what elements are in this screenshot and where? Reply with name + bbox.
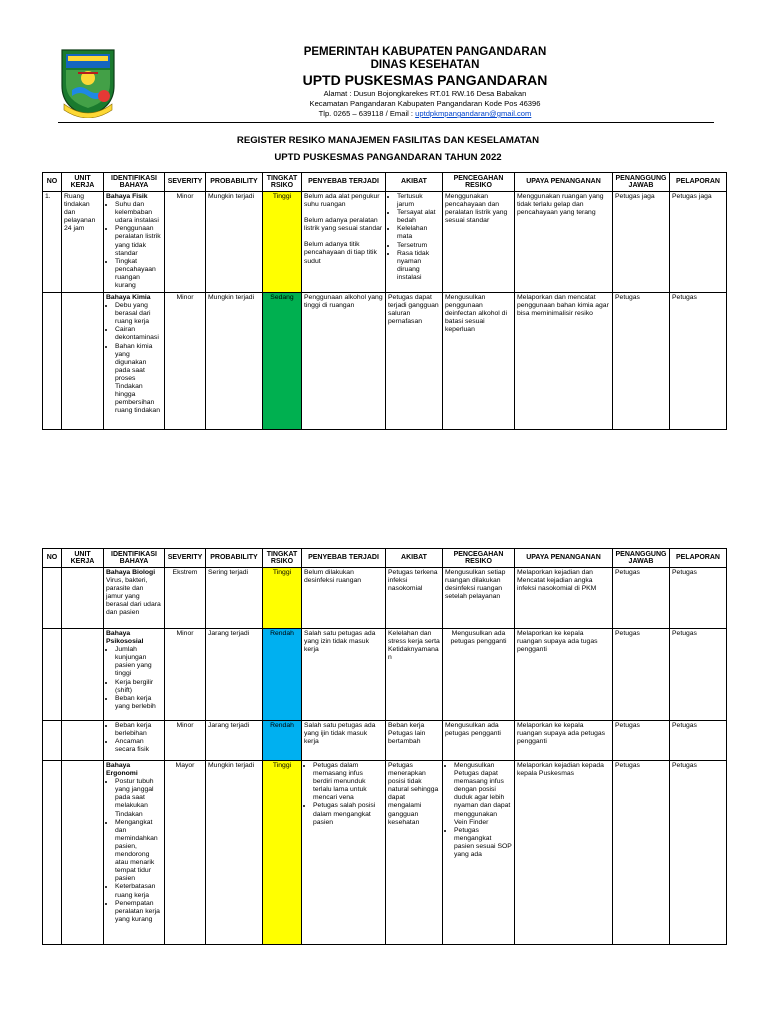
probability-cell: Sering terjadi [206, 568, 263, 629]
list-item: • Kelelahan mata [397, 225, 440, 241]
handling-cell: Melaporkan kejadian dan Mencatat kejadian angka infeksi nasokomial di PKM [515, 568, 613, 629]
severity-cell: Minor [165, 192, 206, 293]
header-row [43, 549, 727, 568]
list-item: • Kerja bergilir (shift) [115, 679, 162, 695]
cause-list [304, 762, 383, 827]
report-cell: Petugas jaga [670, 192, 727, 293]
register-title: REGISTER RESIKO MANAJEMEN FASILITAS DAN KESELAMATAN [236, 135, 540, 146]
col-header: PENANGGUNG JAWAB [613, 173, 670, 192]
risk-level-cell: Rendah [263, 721, 302, 761]
effect-cell: Petugas terkena infeksi nasokomial [386, 568, 443, 629]
list-item: • Ancaman secara fisik [115, 738, 162, 754]
list-item: • Beban kerja berlebihan [115, 722, 162, 738]
effect-cell: Kelelahan dan stress kerja serta Ketidaknyamanan [386, 629, 443, 721]
list-item: • Postur tubuh yang janggal pada saat melakukan Tindakan [115, 778, 162, 818]
severity-cell: Minor [165, 721, 206, 761]
col-header: PENYEBAB TERJADI [302, 549, 386, 568]
probability-cell: Jarang terjadi [206, 629, 263, 721]
severity-cell: Ekstrem [165, 568, 206, 629]
row-number [43, 721, 62, 761]
header-row [43, 173, 727, 192]
prevention-cell: Mengusulkan setiap ruangan dilakukan desinfeksi ruangan setelah pelayanan [443, 568, 515, 629]
prevention-cell: Mengusulkan ada petugas pengganti [443, 721, 515, 761]
unit-cell [62, 568, 104, 629]
report-cell: Petugas [670, 293, 727, 430]
header-divider [58, 122, 714, 123]
risk-register-table-2 [42, 548, 727, 945]
prevention-cell: Menggunakan pencahayaan dan peralatan listrik yang sesuai standar [443, 192, 515, 293]
hazard-cell [104, 721, 165, 761]
pic-cell: Petugas [613, 293, 670, 430]
hazard-title: Bahaya Biologi [106, 569, 156, 576]
pic-cell: Petugas [613, 568, 670, 629]
list-item: • Jumlah kunjungan pasien yang tinggi [115, 646, 162, 678]
handling-cell: Melaporkan ke kepala ruangan supaya ada tugas pengganti [515, 629, 613, 721]
pic-cell: Petugas [613, 721, 670, 761]
list-item: • Tersayat alat bedah [397, 209, 440, 225]
unit-cell: Ruang tindakan dan pelayanan 24 jam [62, 192, 104, 293]
row-number: 1. [43, 192, 62, 293]
risk-level-cell: Tinggi [263, 568, 302, 629]
handling-cell: Melaporkan dan mencatat penggunaan bahan kimia agar bisa meminimalisir resiko [515, 293, 613, 430]
hazard-list [106, 646, 162, 711]
cause-text: Belum adanya titik pencahayaan di tiap titik sudut [304, 241, 377, 265]
cause-cell: Belum dilakukan desinfeksi ruangan [302, 568, 386, 629]
col-header: PROBABILITY [206, 173, 263, 192]
table-row [43, 192, 727, 293]
col-header: UNIT KERJA [62, 549, 104, 568]
cause-cell [302, 761, 386, 945]
phone-text: Tlp. 0265 – 639118 / Email : [318, 109, 416, 118]
list-item: • Mengangkat dan memindahkan pasien, mendorong atau menarik tempat tidur pasien [115, 819, 162, 884]
risk-level-cell: Rendah [263, 629, 302, 721]
pic-cell: Petugas [613, 629, 670, 721]
col-header: PENANGGUNG JAWAB [613, 549, 670, 568]
hazard-text: Virus, bakteri, parasite dan jamur yang berasal dari udara dan pasien [106, 577, 161, 617]
handling-cell: Menggunakan ruangan yang tidak terlalu gelap dan pencahayaan yang terang [515, 192, 613, 293]
risk-register-table-1 [42, 172, 727, 430]
col-header: PENCEGAHAN RESIKO [443, 173, 515, 192]
handling-cell: Melaporkan ke kepala ruangan supaya ada petugas pengganti [515, 721, 613, 761]
table-row [43, 293, 727, 430]
col-header: SEVERITY [165, 549, 206, 568]
prevention-list [445, 762, 512, 859]
register-subtitle: UPTD PUSKESMAS PANGANDARAN TAHUN 2022 [274, 152, 502, 163]
table-row [43, 761, 727, 945]
table-row [43, 568, 727, 629]
risk-level-cell: Tinggi [263, 761, 302, 945]
probability-cell: Mungkin terjadi [206, 192, 263, 293]
effect-list [388, 193, 440, 282]
list-item: • Tertusuk jarum [397, 193, 440, 209]
unit-cell [62, 293, 104, 430]
effect-cell: Petugas dapat terjadi gangguan saluran pernafasan [386, 293, 443, 430]
col-header: PELAPORAN [670, 549, 727, 568]
col-header: NO [43, 173, 62, 192]
probability-cell: Mungkin terjadi [206, 761, 263, 945]
probability-cell: Jarang terjadi [206, 721, 263, 761]
row-number [43, 761, 62, 945]
hazard-title: Bahaya Fisik [106, 193, 148, 200]
handling-cell: Melaporkan kejadian kepada kepala Puskesmas [515, 761, 613, 945]
list-item: • Penggunaan peralatan listrik yang tidak standar [115, 225, 162, 257]
cause-text: Belum ada alat pengukur suhu ruangan [304, 193, 380, 209]
list-item: • Petugas salah posisi dalam mengangkat pasien [313, 802, 383, 826]
row-number [43, 293, 62, 430]
address-line-2: Kecamatan Pangandaran Kabupaten Pangandaran Kode Pos 46396 [309, 99, 541, 108]
effect-cell: Beban kerja Petugas lain bertambah [386, 721, 443, 761]
hazard-title: Bahaya Kimia [106, 294, 151, 301]
effect-cell [386, 192, 443, 293]
col-header: PENCEGAHAN RESIKO [443, 549, 515, 568]
list-item: • Cairan dekontaminasi [115, 326, 162, 342]
hazard-cell [104, 629, 165, 721]
hazard-title: Bahaya Ergonomi [106, 762, 138, 778]
col-header: UNIT KERJA [62, 173, 104, 192]
unit-cell [62, 629, 104, 721]
col-header: NO [43, 549, 62, 568]
col-header: PENYEBAB TERJADI [302, 173, 386, 192]
hazard-list [106, 722, 162, 754]
email-link[interactable]: uptdpkmpangandaran@gmail.com [415, 109, 532, 118]
table-row [43, 721, 727, 761]
department-name: DINAS KESEHATAN [370, 59, 480, 71]
probability-cell: Mungkin terjadi [206, 293, 263, 430]
prevention-cell: Mengusulkan ada petugas pengganti [443, 629, 515, 721]
cause-cell [302, 192, 386, 293]
report-cell: Petugas [670, 629, 727, 721]
pic-cell: Petugas jaga [613, 192, 670, 293]
col-header: PELAPORAN [670, 173, 727, 192]
list-item: • Penempatan peralatan kerja yang kurang [115, 900, 162, 924]
hazard-title: Bahaya Psikososial [106, 630, 144, 646]
col-header: TINGKAT RSIKO [263, 173, 302, 192]
office-name: UPTD PUSKESMAS PANGANDARAN [302, 72, 548, 88]
severity-cell: Mayor [165, 761, 206, 945]
hazard-cell [104, 192, 165, 293]
list-item: • Mengusulkan Petugas dapat memasang infus dengan posisi duduk agar lebih nyaman dan dapat menggunakan Vein Finder [454, 762, 512, 827]
list-item: • Tingkat pencahayaan ruangan kurang [115, 258, 162, 290]
pangandaran-logo-icon [58, 46, 118, 118]
col-header: TINGKAT RSIKO [263, 549, 302, 568]
row-number [43, 568, 62, 629]
col-header: UPAYA PENANGANAN [515, 549, 613, 568]
report-cell: Petugas [670, 721, 727, 761]
prevention-cell: Mengusulkan penggunaan deinfectan alkohol di batasi sesuai keperluan [443, 293, 515, 430]
severity-cell: Minor [165, 293, 206, 430]
list-item: • Tersetrum [397, 242, 440, 250]
hazard-list [106, 302, 162, 415]
hazard-cell [104, 568, 165, 629]
table-row [43, 629, 727, 721]
risk-level-cell: Sedang [263, 293, 302, 430]
list-item: • Suhu dan kelembaban udara instalasi [115, 201, 162, 225]
severity-cell: Minor [165, 629, 206, 721]
report-cell: Petugas [670, 568, 727, 629]
hazard-list [106, 201, 162, 290]
prevention-cell [443, 761, 515, 945]
row-number [43, 629, 62, 721]
unit-cell [62, 761, 104, 945]
cause-cell: Salah satu petugas ada yang ijin tidak masuk kerja [302, 721, 386, 761]
col-header: AKIBAT [386, 549, 443, 568]
cause-text: Belum adanya peralatan listrik yang sesuai standar [304, 217, 383, 233]
col-header: PROBABILITY [206, 549, 263, 568]
col-header: SEVERITY [165, 173, 206, 192]
list-item: • Bahan kimia yang digunakan pada saat proses Tindakan hingga pembersihan ruang tindakan [115, 343, 162, 416]
gov-name: PEMERINTAH KABUPATEN PANGANDARAN [303, 46, 547, 58]
list-item: • Rasa tidak nyaman diruang instalasi [397, 250, 440, 282]
hazard-cell [104, 761, 165, 945]
hazard-cell [104, 293, 165, 430]
unit-cell [62, 721, 104, 761]
list-item: • Beban kerja yang berlebih [115, 695, 162, 711]
contact-line [240, 109, 610, 119]
letterhead [240, 46, 610, 119]
list-item: • Petugas dalam memasang infus berdiri menunduk terlalu lama untuk mencari vena [313, 762, 383, 802]
list-item: • Keterbatasan ruang kerja [115, 883, 162, 899]
list-item: • Debu yang berasal dari ruang kerja [115, 302, 162, 326]
report-cell: Petugas [670, 761, 727, 945]
list-item: • Petugas mengangkat pasien sesuai SOP yang ada [454, 827, 512, 859]
col-header: IDENTIFIKASI BAHAYA [104, 549, 165, 568]
cause-cell: Salah satu petugas ada yang izin tidak masuk kerja [302, 629, 386, 721]
address-line-1: Alamat : Dusun Bojongkarekes RT.01 RW.16 Desa Babakan [323, 89, 527, 98]
hazard-list [106, 778, 162, 924]
pic-cell: Petugas [613, 761, 670, 945]
risk-level-cell: Tinggi [263, 192, 302, 293]
col-header: AKIBAT [386, 173, 443, 192]
effect-cell: Petugas menerapkan posisi tidak natural sehingga dapat mengalami gangguan kesehatan [386, 761, 443, 945]
col-header: UPAYA PENANGANAN [515, 173, 613, 192]
cause-cell: Penggunaan alkohol yang tinggi di ruangan [302, 293, 386, 430]
col-header: IDENTIFIKASI BAHAYA [104, 173, 165, 192]
